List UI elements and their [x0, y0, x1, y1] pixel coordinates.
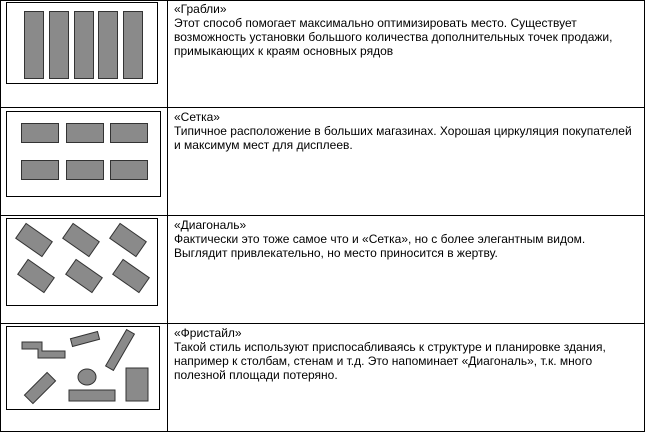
shelf-rack [66, 160, 104, 180]
grid-layout-diagram [6, 111, 161, 197]
shelf-rack [69, 390, 115, 401]
freestyle-layout-diagram [6, 326, 160, 410]
layout-text-cell [168, 216, 644, 323]
shelf-rack [98, 11, 118, 79]
layout-description: Типичное расположение в больших магазинах. Хорошая циркуляция покупателей и максимум мест для дисплеев. [174, 124, 632, 152]
shelf-rack [66, 123, 104, 143]
table-border-right [644, 0, 645, 432]
pillar [78, 369, 96, 385]
layout-title: «Фристайл» [174, 326, 242, 340]
layout-description: Этот способ помогает максимально оптимизировать место. Существует возможность установки большого количества дополнительных точек продажи, примыкающих к краям основных рядов [174, 16, 613, 58]
shelf-rack [74, 11, 94, 79]
shelf-rack [18, 259, 55, 292]
diagonal-layout-diagram [6, 218, 158, 306]
shelf-rack [110, 160, 148, 180]
shelf-rack [110, 223, 147, 256]
table-border-bottom [0, 431, 645, 432]
shelf-rack [63, 223, 100, 256]
table-row [0, 0, 644, 107]
layout-title: «Сетка» [174, 110, 220, 124]
shelf-rack [24, 11, 44, 79]
layout-diagram-cell [0, 216, 167, 323]
shelf-rack [24, 372, 55, 403]
shelf-rack [70, 332, 99, 347]
layout-text-cell [168, 108, 644, 215]
shelf-rack [49, 11, 69, 79]
shelf-rack [16, 223, 53, 256]
layout-diagram-cell [0, 0, 167, 107]
shelf-rack [110, 123, 148, 143]
shelf-rack [21, 123, 59, 143]
table-row [0, 108, 644, 215]
layout-text-cell [168, 324, 644, 431]
shelf-rack [22, 342, 65, 358]
layout-title: «Диагональ» [174, 218, 247, 232]
layout-description: Фактически это тоже самое что и «Сетка», но с более элегантным видом. Выглядит привлекательно, но место приносится в жертву. [174, 232, 586, 260]
layout-text-cell [168, 0, 644, 107]
shelf-rack [106, 330, 135, 371]
rake-layout-diagram [6, 2, 158, 84]
shelf-rack [123, 11, 143, 79]
layout-diagram-cell [0, 324, 167, 431]
diagonal-shapes [7, 219, 159, 307]
table-row [0, 216, 644, 323]
table-row [0, 324, 644, 431]
freestyle-shapes [7, 327, 161, 411]
shelf-rack [66, 259, 103, 292]
layout-description: Такой стиль используют приспосабливаясь к структуре и планировке здания, например к столбам, стенам и т.д. Это напоминает «Диагональ», т.к. много полезной площади потеряно. [174, 340, 606, 382]
layout-diagram-cell [0, 108, 167, 215]
shelf-rack [21, 160, 59, 180]
shelf-rack [113, 259, 150, 292]
layout-title: «Грабли» [174, 2, 227, 16]
shelf-rack [126, 368, 148, 401]
